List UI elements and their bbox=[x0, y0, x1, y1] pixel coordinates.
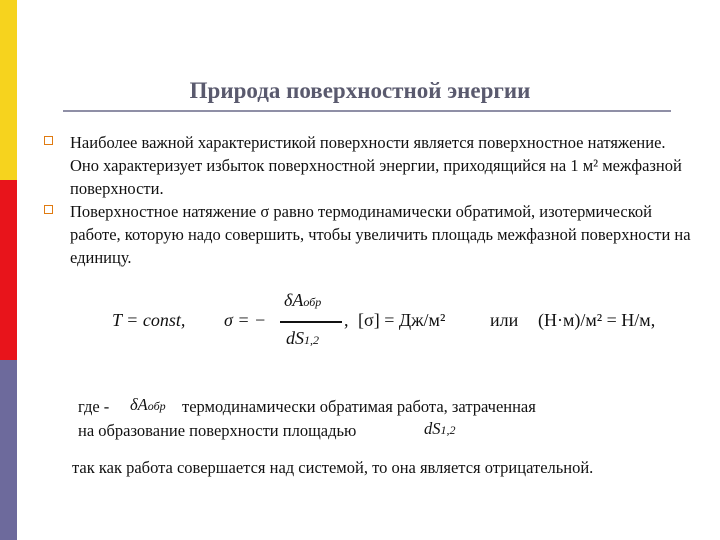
square-bullet-icon bbox=[44, 205, 53, 214]
bullet-text: Наиболее важной характеристикой поверхности является поверхностное натяжение. Оно характеризует избыток поверхностной энергии, приходящийся на 1 м² межфазной поверхности. bbox=[70, 133, 682, 198]
formula-numerator: δAобр bbox=[284, 290, 322, 310]
note-text-line2: на образование поверхности площадью bbox=[78, 421, 357, 440]
note-prefix: где - bbox=[78, 397, 110, 416]
formula-or: или bbox=[490, 310, 519, 330]
note-area-symbol: dS1,2 bbox=[424, 419, 456, 438]
square-bullet-icon bbox=[44, 136, 53, 145]
side-stripe-purple bbox=[0, 360, 17, 540]
bullet-item bbox=[44, 200, 694, 269]
note-work-symbol: δAобр bbox=[130, 395, 166, 414]
surface-tension-formula bbox=[112, 288, 712, 360]
formula-comma: , bbox=[344, 310, 349, 330]
formula-denominator: dS1,2 bbox=[286, 328, 319, 348]
formula-units-lhs: [σ] = Дж/м² bbox=[358, 310, 446, 330]
bullet-item bbox=[44, 131, 694, 200]
formula-units-rhs: (Н·м)/м² = Н/м, bbox=[538, 310, 656, 330]
slide-title: Природа поверхностной энергии bbox=[189, 78, 531, 103]
note-text-line1: термодинамически обратимая работа, затраченная bbox=[182, 397, 536, 416]
formula-condition: T = const, bbox=[112, 310, 186, 330]
side-stripe-yellow bbox=[0, 0, 17, 180]
bullet-text: Поверхностное натяжение σ равно термодинамически обратимой, изотермической работе, которую надо совершить, чтобы увеличить площадь межфазной поверхности на единицу. bbox=[70, 202, 691, 267]
side-stripe-red bbox=[0, 180, 17, 360]
conclusion-paragraph: так как работа совершается над системой, то она является отрицательной. bbox=[72, 458, 594, 477]
formula-sigma-lhs: σ = − bbox=[224, 310, 267, 330]
title-underline bbox=[63, 110, 671, 112]
fraction-bar bbox=[280, 321, 342, 323]
bullet-list bbox=[44, 131, 694, 269]
